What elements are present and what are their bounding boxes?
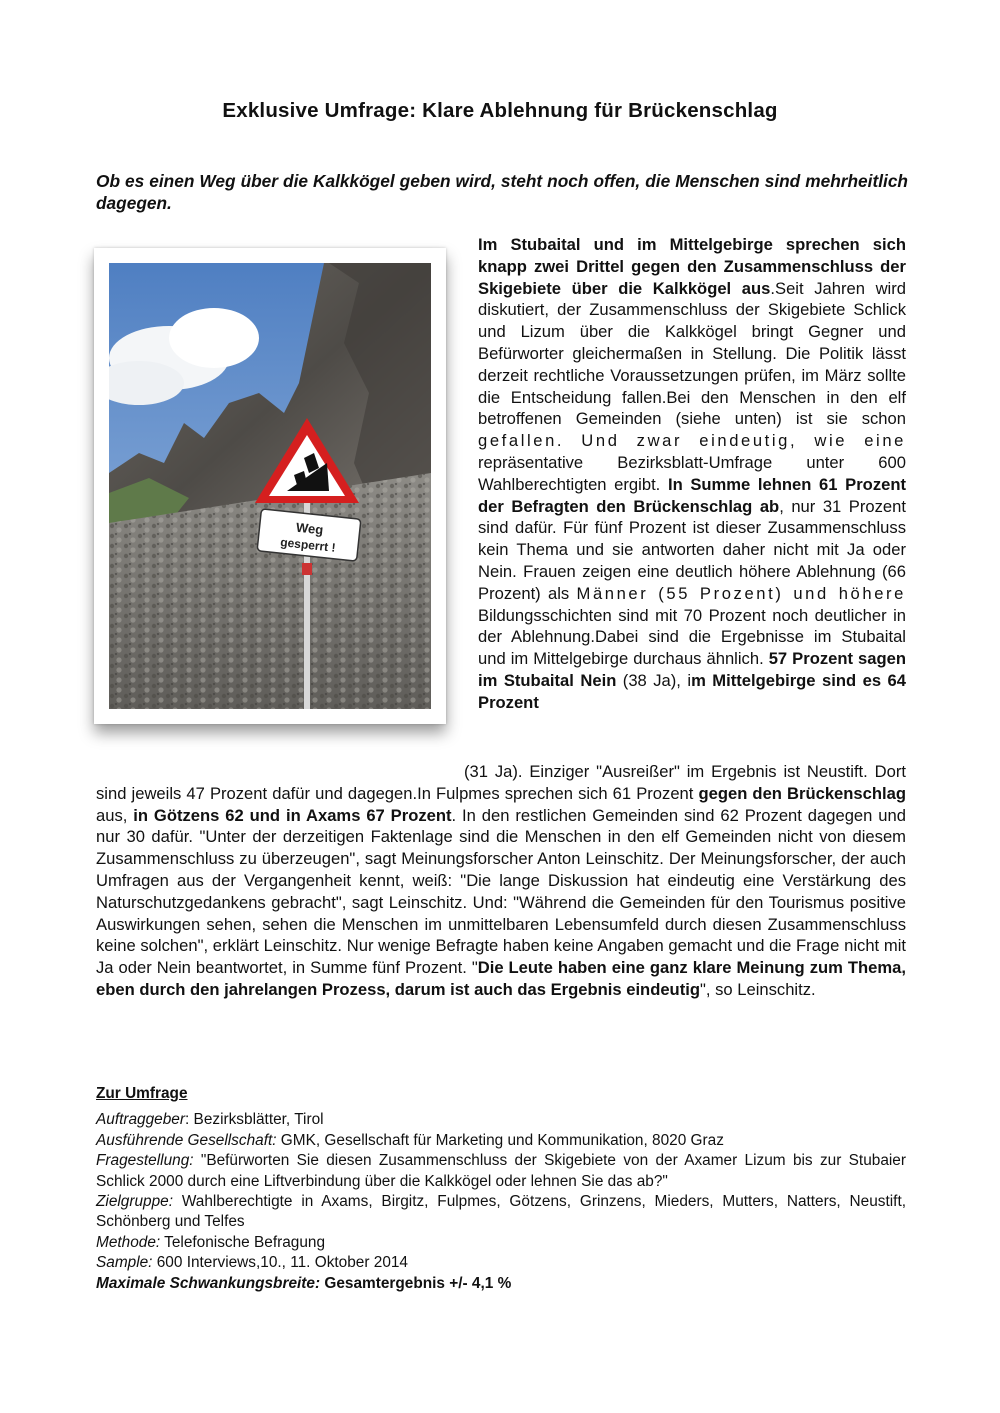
info-line-sample: [96, 1253, 906, 1273]
info-line-zielgruppe: [96, 1192, 906, 1233]
info-line-fragestellung: [96, 1151, 906, 1192]
sign-line-1: Weg: [295, 519, 324, 538]
article-photo: [94, 248, 446, 724]
info-value: "Befürworten Sie diesen Zusammenschluss der Skigebiete von der Axamer Lizum bis zur Stubaier Schlick 2000 durch eine Liftverbindung über die Kalkkögel oder lehnen Sie das ab?": [96, 1152, 906, 1190]
text-bold: Die Leute haben eine ganz klare Meinung zum Thema, eben durch den jahrelangen Prozess, darum ist auch das Ergebnis eindeutig: [96, 958, 906, 999]
article-lead: Ob es einen Weg über die Kalkkögel geben wird, steht noch offen, die Menschen sind mehrheitlich dagegen.: [96, 171, 908, 213]
info-value: Gesamtergebnis +/- 4,1 %: [320, 1274, 512, 1292]
mountain-road-sign-image: [109, 263, 431, 709]
info-label: Ausführende Gesellschaft:: [96, 1131, 277, 1149]
text-run: , nur 31 Prozent sind dafür. Für fünf Prozent ist dieser Zusammenschluss kein Thema und sie antworten daher nicht mit Ja oder Nein. Frauen zeigen eine deutlich höhere Ablehnung (66 Prozent) als: [478, 496, 906, 603]
info-line-gesellschaft: [96, 1131, 906, 1151]
text-run: ", so Leinschitz.: [699, 979, 816, 999]
survey-heading: Zur Umfrage: [96, 1085, 188, 1102]
info-line-schwankung: [96, 1274, 906, 1294]
text-run: . In den restlichen Gemeinden sind 62 Prozent dagegen und nur 30 dafür. "Unter der derzeitigen Faktenlage sind die Menschen in den elf Gemeinden nicht von diesem Zusammenschluss zu überzeugen", sagt Meinungsforscher Anton Leinschitz. Der Meinungsforscher, der auch Umfragen aus der Vergangenheit kennt, weiß: "Die lange Diskussion hat eindeutig eine Verstärkung des Naturschutzgedankens gebracht", sagt Leinschitz. Und: "Während die Gemeinden für den Tourismus positive Auswirkungen sehen, sehen die Menschen im unmittelbaren Lebensumfeld durch diesen Zusammenschluss keine solchen", erklärt Leinschitz. Nur wenige Befragte haben keine Angaben gemacht und die Frage nicht mit Ja oder Nein beantwortet, in Summe fünf Prozent. ": [96, 805, 906, 978]
text-run-spaced: gefallen. Und zwar eindeutig, wie eine: [478, 431, 906, 451]
info-value: GMK, Gesellschaft für Marketing und Kommunikation, 8020 Graz: [276, 1131, 724, 1149]
text-bold: in Götzens 62 und in Axams 67 Prozent: [133, 805, 452, 825]
text-run: repräsentative Bezirksblatt-Umfrage unter 600 Wahlberechtigten ergibt.: [478, 452, 906, 494]
info-line-auftraggeber: [96, 1110, 906, 1130]
text-bold: Im Stubaital und im Mittelgebirge sprechen sich knapp zwei Drittel gegen den Zusammenschluss der Skigebiete über die Kalkkögel aus: [478, 235, 906, 298]
text-run: aus,: [96, 805, 128, 825]
info-value: Wahlberechtigte in Axams, Birgitz, Fulpmes, Götzens, Grinzens, Mieders, Mutters, Natters, Neustift, Schönberg und Telfes: [96, 1193, 906, 1231]
text-run: (38 Ja), i: [622, 670, 692, 690]
info-label: Zielgruppe:: [96, 1193, 173, 1211]
info-line-methode: [96, 1233, 906, 1253]
text-run: .Seit Jahren wird diskutiert, der Zusammenschluss der Skigebiete Schlick und Lizum über die Kalkkögel bringt Gegner und Befürworter gleichermaßen in Stellung. Die Politik lässt derzeit rechtliche Voraussetzungen prüfen, im März sollte die Entscheidung fallen.: [478, 278, 906, 407]
survey-info: [96, 1084, 906, 1294]
info-label: Sample:: [96, 1254, 153, 1272]
info-value: 600 Interviews,10., 11. Oktober 2014: [152, 1254, 408, 1272]
text-bold: 57 Prozent sagen im Stubaital Nein: [478, 649, 906, 690]
text-bold: gegen den Brückenschlag: [698, 783, 906, 803]
article-title: Exklusive Umfrage: Klare Ablehnung für Brückenschlag: [222, 99, 778, 122]
text-bold: In Summe lehnen 61 Prozent der Befragten den Brückenschlag ab: [478, 474, 907, 516]
info-label: Fragestellung:: [96, 1152, 194, 1170]
text-run: Bei den Menschen in den elf betroffenen Gemeinden (siehe unten) ist sie schon: [478, 387, 906, 429]
info-label: Methode:: [96, 1233, 161, 1251]
info-label: Auftraggeber: [96, 1111, 185, 1129]
text-run-spaced: Männer (55 Prozent) und höhere: [576, 583, 906, 603]
article-body-column: [478, 234, 906, 714]
info-value: Telefonische Befragung: [160, 1233, 326, 1251]
sign-line-2: gesperrt !: [279, 535, 337, 555]
info-label: Maximale Schwankungsbreite:: [96, 1274, 321, 1292]
info-value: : Bezirksblätter, Tirol: [185, 1111, 324, 1129]
text-run: (31 Ja). Einziger "Ausreißer" im Ergebnis ist Neustift. Dort sind jeweils 47 Prozent dafür und dagegen.In Fulpmes sprechen sich 61 Prozent: [96, 762, 906, 803]
text-bold: m Mittelgebirge sind es 64 Prozent: [478, 670, 906, 712]
article-body-full: [96, 761, 906, 1001]
text-run: Bildungsschichten sind mit 70 Prozent noch deutlicher in der Ablehnung.Dabei sind die Ergebnisse im Stubaital und im Mittelgebirge durchaus ähnlich.: [478, 605, 906, 669]
